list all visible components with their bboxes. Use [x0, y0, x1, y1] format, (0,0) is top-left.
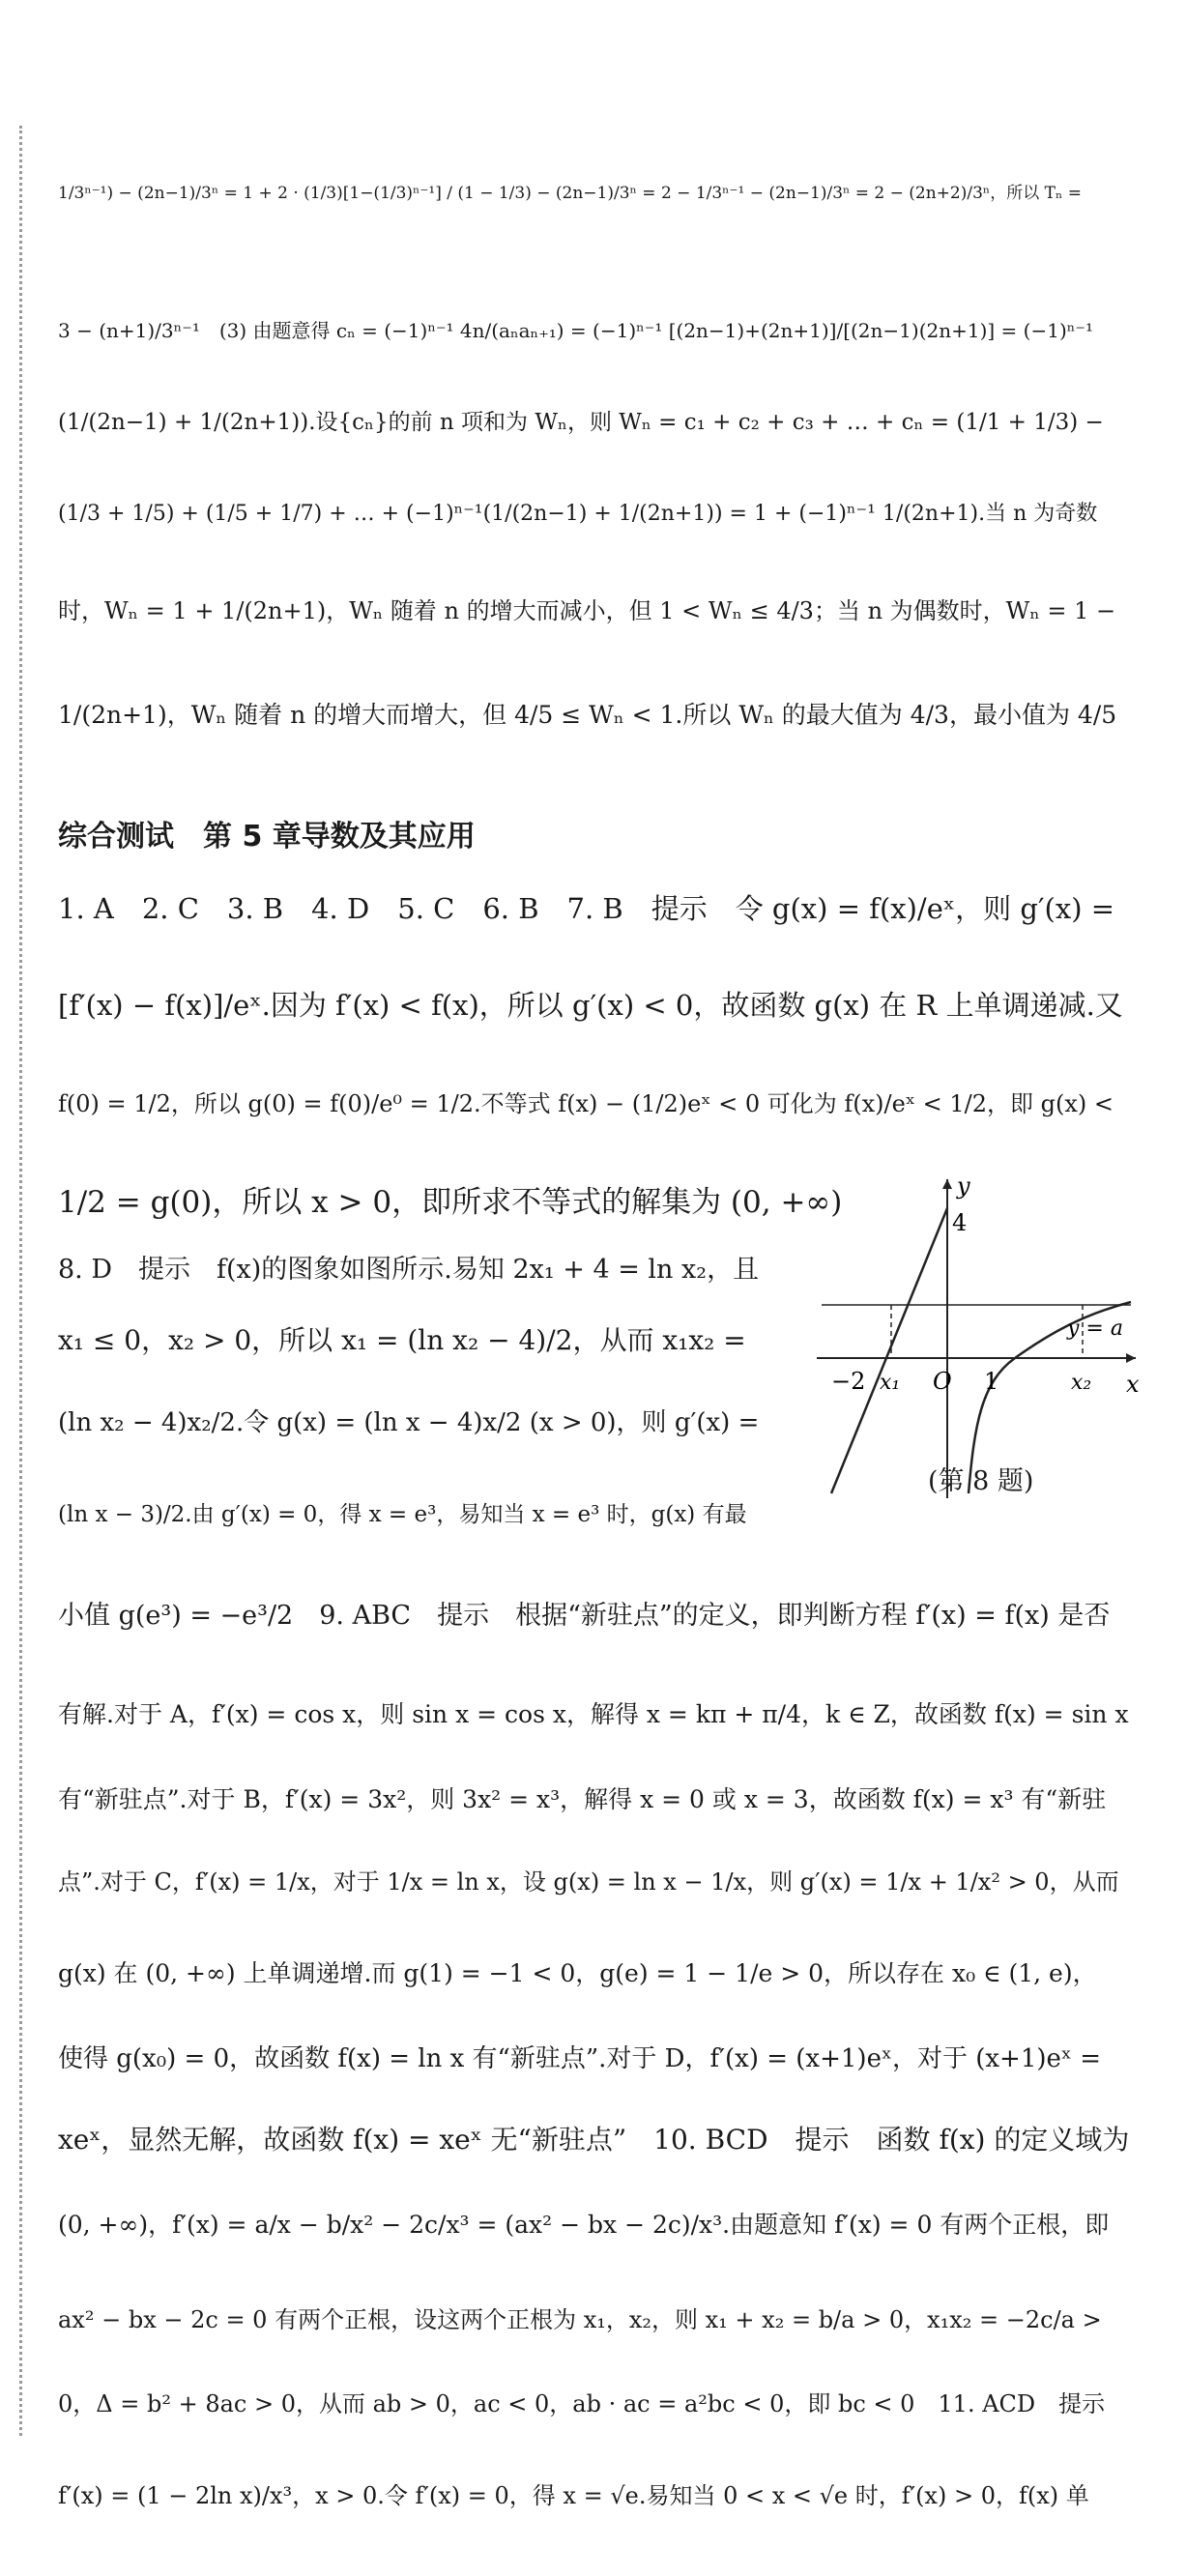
text-line: (1/(2n−1) + 1/(2n+1)).设{cₙ}的前 n 项和为 Wₙ，则 Wₙ = c₁ + c₂ + c₃ + … + cₙ = (1/1 + 1/3) −: [58, 410, 1104, 435]
text-line: (0, +∞)，f′(x) = a/x − b/x² − 2c/x³ = (ax² − bx − 2c)/x³.由题意知 f′(x) = 0 有两个正根，即: [58, 2211, 1110, 2239]
text-line: 1/(2n+1)，Wₙ 随着 n 的增大而增大，但 4/5 ≤ Wₙ < 1.所以 Wₙ 的最大值为 4/3，最小值为 4/5: [58, 701, 1117, 729]
linear-branch: [831, 1208, 947, 1493]
label-y-equals-a: y = a: [1067, 1317, 1123, 1341]
text-line: x₁ ≤ 0，x₂ > 0，所以 x₁ = (ln x₂ − 4)/2，从而 x₁x₂ =: [58, 1324, 746, 1356]
text-line: 有解.对于 A，f′(x) = cos x，则 sin x = cos x，解得 x = kπ + π/4，k ∈ Z，故函数 f(x) = sin x: [58, 1700, 1129, 1728]
text-line: 小值 g(e³) = −e³/2 9. ABC 提示 根据“新驻点”的定义，即判断方程 f′(x) = f(x) 是否: [58, 1601, 1111, 1631]
text-line: (1/3 + 1/5) + (1/5 + 1/7) + … + (−1)ⁿ⁻¹(1/(2n−1) + 1/(2n+1)) = 1 + (−1)ⁿ⁻¹ 1/(2n+1).当 n 为奇数: [58, 502, 1098, 526]
label-neg-two: −2: [831, 1368, 866, 1395]
function-graph-figure: [812, 1174, 1141, 1503]
text-line: f(0) = 1/2，所以 g(0) = f(0)/e⁰ = 1/2.不等式 f(x) − (1/2)eˣ < 0 可化为 f(x)/eˣ < 1/2，即 g(x) <: [58, 1090, 1114, 1117]
x-axis-arrow: [1126, 1353, 1136, 1363]
text-line: g(x) 在 (0, +∞) 上单调递增.而 g(1) = −1 < 0，g(e) = 1 − 1/e > 0，所以存在 x₀ ∈ (1, e)，: [58, 1959, 1097, 1987]
y-axis-arrow: [942, 1179, 952, 1189]
text-line: 0，Δ = b² + 8ac > 0，从而 ab > 0，ac < 0，ab · ac = a²bc < 0，即 bc < 0 11. ACD 提示: [58, 2390, 1106, 2417]
text-line: ax² − bx − 2c = 0 有两个正根，设这两个正根为 x₁，x₂，则 x₁ + x₂ = b/a > 0，x₁x₂ = −2c/a >: [58, 2306, 1102, 2333]
text-line: 8. D 提示 f(x)的图象如图所示.易知 2x₁ + 4 = ln x₂，且: [58, 1255, 760, 1285]
text-line: (ln x₂ − 4)x₂/2.令 g(x) = (ln x − 4)x/2 (x > 0)，则 g′(x) =: [58, 1408, 760, 1437]
text-line: f′(x) = (1 − 2ln x)/x³，x > 0.令 f′(x) = 0，得 x = √e.易知当 0 < x < √e 时，f′(x) > 0，f(x) 单: [58, 2482, 1089, 2509]
text-line: xeˣ，显然无解，故函数 f(x) = xeˣ 无“新驻点” 10. BCD 提示 函数 f(x) 的定义域为: [58, 2124, 1130, 2156]
text-line: 1/3ⁿ⁻¹) − (2n−1)/3ⁿ = 1 + 2 · (1/3)[1−(1/3)ⁿ⁻¹] / (1 − 1/3) − (2n−1)/3ⁿ = 2 − 1/3ⁿ⁻¹ − (2n−1)/3ⁿ = 2 − (2n+2)/3ⁿ，所以 Tₙ =: [58, 184, 1083, 203]
text-line: 有“新驻点”.对于 B，f′(x) = 3x²，则 3x² = x³，解得 x = 0 或 x = 3，故函数 f(x) = x³ 有“新驻: [58, 1785, 1107, 1813]
label-four: 4: [952, 1209, 968, 1236]
text-line: [f′(x) − f(x)]/eˣ.因为 f′(x) < f(x)，所以 g′(x) < 0，故函数 g(x) 在 R 上单调递减.又: [58, 989, 1123, 1022]
text-line: 时，Wₙ = 1 + 1/(2n+1)，Wₙ 随着 n 的增大而减小，但 1 < Wₙ ≤ 4/3；当 n 为偶数时，Wₙ = 1 −: [58, 597, 1116, 624]
text-line: (ln x − 3)/2.由 g′(x) = 0，得 x = e³，易知当 x = e³ 时，g(x) 有最: [58, 1502, 747, 1527]
figure-caption: (第 8 题): [928, 1466, 1034, 1496]
label-x1: x₁: [880, 1371, 901, 1395]
text-line: 1. A 2. C 3. B 4. D 5. C 6. B 7. B 提示 令 g(x) = f(x)/eˣ，则 g′(x) =: [58, 892, 1115, 925]
label-x: x: [1126, 1371, 1140, 1398]
text-line: 点”.对于 C，f′(x) = 1/x，对于 1/x = ln x，设 g(x) = ln x − 1/x，则 g′(x) = 1/x + 1/x² > 0，从而: [58, 1868, 1119, 1896]
text-line: 3 − (n+1)/3ⁿ⁻¹ (3) 由题意得 cₙ = (−1)ⁿ⁻¹ 4n/(aₙaₙ₊₁) = (−1)ⁿ⁻¹ [(2n−1)+(2n+1)]/[(2n−1)(2n+1)] = (−1)ⁿ⁻¹: [58, 319, 1093, 342]
label-one: 1: [984, 1368, 999, 1395]
label-origin: O: [933, 1368, 952, 1395]
text-line: 使得 g(x₀) = 0，故函数 f(x) = ln x 有“新驻点”.对于 D，f′(x) = (x+1)eˣ，对于 (x+1)eˣ =: [58, 2044, 1101, 2073]
text-line: 1/2 = g(0)，所以 x > 0，即所求不等式的解集为 (0, +∞): [58, 1185, 843, 1220]
label-y: y: [957, 1174, 970, 1200]
label-x2: x₂: [1071, 1371, 1092, 1395]
section-heading: 综合测试 第 5 章导数及其应用: [58, 820, 476, 854]
margin-dotted-line: [19, 126, 22, 2436]
